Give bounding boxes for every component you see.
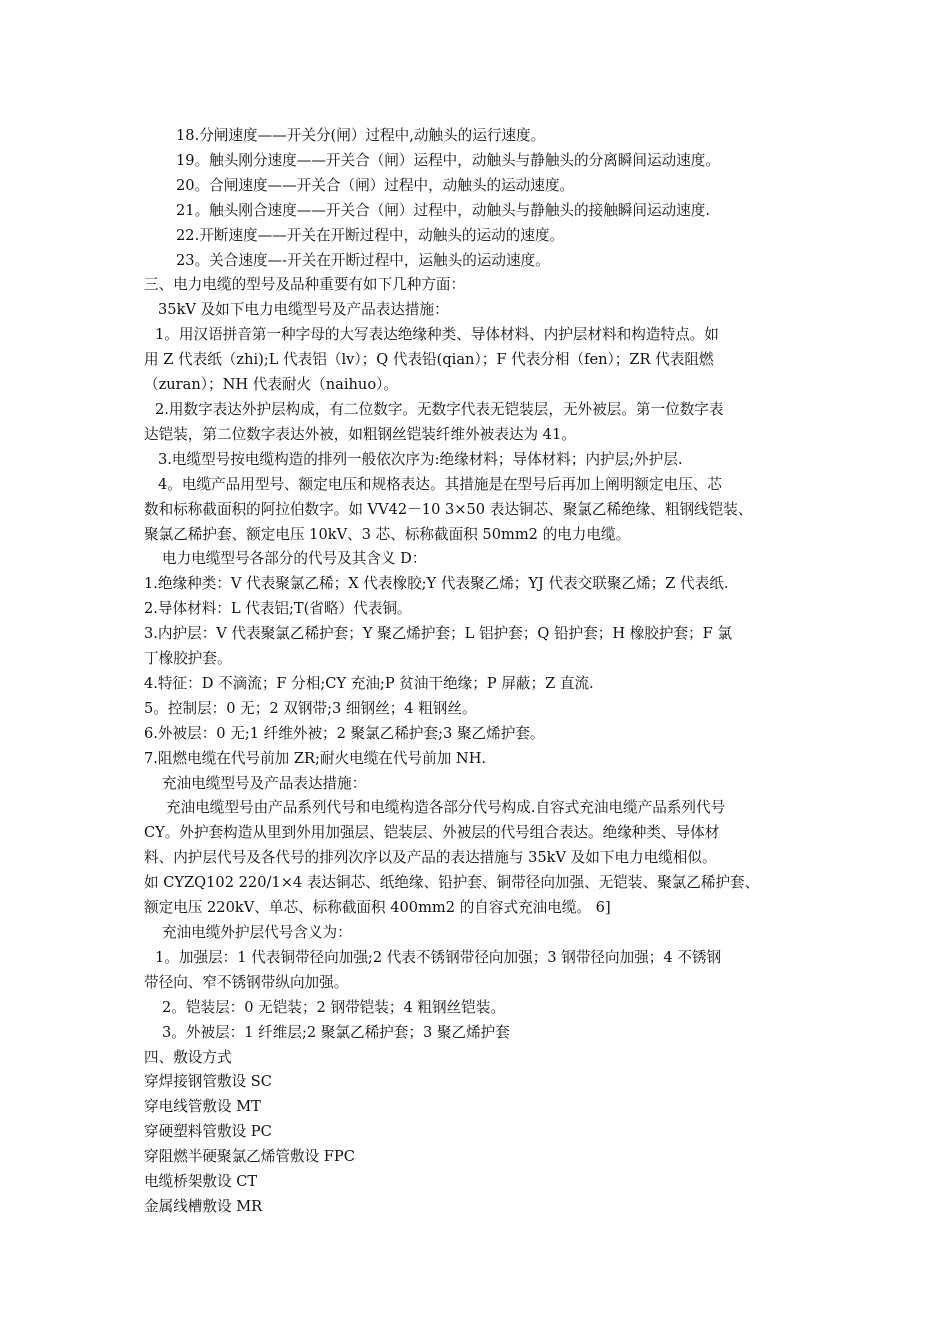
text-line-34: 1。加强层：1 代表铜带径向加强;2 代表不锈钢带径向加强；3 钢带径向加强；4 不锈钢 (155, 948, 722, 966)
text-line-19: 1.绝缘种类：V 代表聚氯乙稀；X 代表橡胶;Y 代表聚乙烯；YJ 代表交联聚乙烯；Z 代表纸. (144, 575, 729, 593)
text-line-24: 5。控制层：0 无；2 双钢带;3 细钢丝；4 粗钢丝。 (144, 699, 477, 717)
text-line-32: 额定电压 220kV、单芯、标称截面积 400mm2 的自容式充油电缆。 6] (144, 899, 611, 917)
text-line-6: 23。关合速度—-开关在开断过程中，运触头的运动速度。 (176, 251, 550, 269)
text-line-31: 如 CYZQ102 220/1×4 表达铜芯、纸绝缘、铅护套、铜带径向加强、无铠装、聚氯乙稀护套、 (144, 874, 760, 892)
text-line-22: 丁橡胶护套。 (144, 650, 232, 668)
text-line-26: 7.阻燃电缆在代号前加 ZR;耐火电缆在代号前加 NH. (144, 749, 487, 767)
text-line-16: 数和标称截面积的阿拉伯数字。如 VV42－10 3×50 表达铜芯、聚氯乙稀绝缘、粗钢线铠装、 (144, 500, 753, 518)
text-line-4: 21。触头刚合速度——开关合（闸）过程中，动触头与静触头的接触瞬间运动速度. (176, 201, 710, 219)
text-line-40: 穿电线管敷设 MT (144, 1098, 261, 1116)
text-line-41: 穿硬塑料管敷设 PC (144, 1123, 272, 1141)
text-line-38: 四、敷设方式 (144, 1048, 232, 1066)
text-line-42: 穿阻燃半硬聚氯乙烯管敷设 FPC (144, 1148, 355, 1166)
text-line-39: 穿焊接钢管敷设 SC (144, 1073, 272, 1091)
text-line-13: 达铠装，第二位数字表达外被，如粗钢丝铠装纤维外被表达为 41。 (144, 425, 576, 443)
text-line-28: 充油电缆型号由产品系列代号和电缆构造各部分代号构成.自容式充油电缆产品系列代号 (166, 799, 726, 817)
text-line-29: CY。外护套构造从里到外用加强层、铠装层、外被层的代号组合表达。绝缘种类、导体材 (144, 824, 720, 842)
text-line-10: 用 Z 代表纸（zhi);L 代表铝（lv）；Q 代表铅(qian）；F 代表分相（fen）；ZR 代表阻燃 (144, 351, 714, 369)
text-line-8: 35kV 及如下电力电缆型号及产品表达措施： (158, 301, 449, 319)
text-line-9: 1。用汉语拼音第一种字母的大写表达绝缘种类、导体材料、内护层材料和构造特点。如 (155, 326, 719, 344)
text-line-11: （zuran）；NH 代表耐火（naihuo）。 (144, 376, 398, 394)
text-line-1: 18.分闸速度——开关分(闸）过程中,动触头的运行速度。 (176, 127, 546, 144)
text-line-23: 4.特征：D 不滴流；F 分相;CY 充油;P 贫油干绝缘；P 屏蔽；Z 直流. (144, 674, 594, 692)
text-line-12: 2.用数字表达外护层构成，有二位数字。无数字代表无铠装层，无外被层。第一位数字表 (155, 400, 724, 418)
text-line-35: 带径向、窄不锈钢带纵向加强。 (144, 973, 349, 991)
text-line-43: 电缆桥架敷设 CT (144, 1173, 258, 1191)
text-line-14: 3.电缆型号按电缆构造的排列一般依次序为:绝缘材料；导体材料；内护层;外护层. (158, 450, 683, 468)
text-line-33: 充油电缆外护层代号含义为： (162, 924, 352, 941)
text-line-21: 3.内护层：V 代表聚氯乙稀护套；Y 聚乙烯护套；L 铝护套；Q 铅护套；H 橡胶护套；F 氯 (144, 625, 733, 643)
text-line-5: 22.开断速度——开关在开断过程中，动触头的运动的速度。 (176, 226, 565, 244)
text-line-30: 料、内护层代号及各代号的排列次序以及产品的表达措施与 35kV 及如下电力电缆相似。 (144, 849, 717, 867)
text-line-44: 金属线槽敷设 MR (144, 1197, 263, 1215)
text-line-3: 20。合闸速度——开关合（闸）过程中，动触头的运动速度。 (176, 176, 575, 194)
text-line-25: 6.外被层：0 无;1 纤维外被；2 聚氯乙稀护套;3 聚乙烯护套。 (144, 724, 545, 742)
text-line-7: 三、电力电缆的型号及品种重要有如下几种方面： (144, 276, 466, 294)
text-line-17: 聚氯乙稀护套、额定电压 10kV、3 芯、标称截面积 50mm2 的电力电缆。 (144, 525, 631, 543)
text-line-27: 充油电缆型号及产品表达措施： (162, 774, 367, 792)
text-line-37: 3。外被层：1 纤维层;2 聚氯乙稀护套；3 聚乙烯护套 (162, 1023, 510, 1041)
text-line-36: 2。铠装层：0 无铠装；2 钢带铠装；4 粗钢丝铠装。 (162, 998, 505, 1016)
text-line-15: 4。电缆产品用型号、额定电压和规格表达。其措施是在型号后再加上阐明额定电压、芯 (158, 475, 722, 493)
document-body (144, 124, 824, 1220)
text-line-20: 2.导体材料：L 代表铝;T(省略）代表铜。 (144, 600, 412, 618)
text-line-2: 19。触头刚分速度——开关合（闸）运程中，动触头与静触头的分离瞬间运动速度。 (176, 151, 720, 169)
text-line-18: 电力电缆型号各部分的代号及其含义 D： (162, 550, 427, 568)
